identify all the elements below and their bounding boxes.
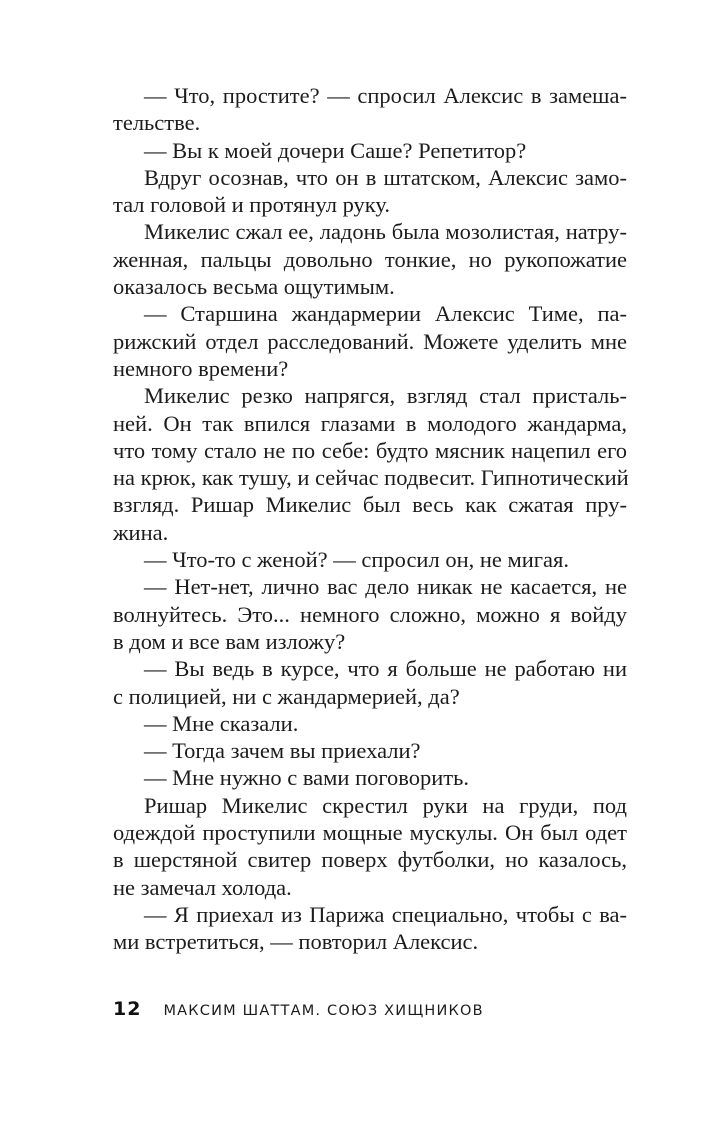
text-line: в дом и все вам изложу? <box>113 628 346 654</box>
text-line: с полицией, ни с жандармерией, да? <box>113 683 460 709</box>
text-line: одеждой проступили мощные мускулы. Он был одет <box>113 820 627 846</box>
text-line: ней. Он так впился глазами в молодого жандарма, <box>113 410 627 436</box>
text-line: — Что-то с женой? — спросил он, не мигая. <box>144 547 569 573</box>
text-line: — Вы к моей дочери Саше? Репетитор? <box>144 137 527 163</box>
text-line: Вдруг осознав, что он в штатском, Алексис замо- <box>144 164 627 190</box>
text-line: — Нет-нет, лично вас дело никак не касается, не <box>144 574 627 600</box>
text-line: — Старшина жандармерии Алексис Тиме, па- <box>144 301 627 327</box>
page-footer <box>113 998 484 1024</box>
text-line: — Вы ведь в курсе, что я больше не работаю ни <box>144 656 627 682</box>
text-line: что тому стало не по себе: будто мясник нацепил его <box>113 437 627 463</box>
text-line: тал головой и протянул руку. <box>113 192 391 218</box>
text-line: волнуйтесь. Это... немного сложно, можно я войду <box>113 601 627 627</box>
page-number: 12 <box>113 998 142 1020</box>
text-line: оказалось весьма ощутимым. <box>113 274 395 300</box>
text-line: не замечал холода. <box>113 874 292 900</box>
text-line: — Я приехал из Парижа специально, чтобы с ва- <box>144 901 627 927</box>
text-line: тельстве. <box>113 110 201 136</box>
text-line: женная, пальцы довольно тонкие, но рукопожатие <box>113 246 627 272</box>
body-text <box>113 82 627 956</box>
text-line: — Мне нужно с вами поговорить. <box>144 765 470 791</box>
running-title: МАКСИМ ШАТТАМ. СОЮЗ ХИЩНИКОВ <box>163 1003 484 1019</box>
text-line: Микелис резко напрягся, взгляд стал присталь- <box>144 383 627 409</box>
text-line: ми встретиться, — повторил Алексис. <box>113 929 479 955</box>
text-line: Ришар Микелис скрестил руки на груди, под <box>144 792 627 818</box>
text-line: на крюк, как тушу, и сейчас подвесит. Гипнотический <box>113 465 629 491</box>
text-line: — Тогда зачем вы приехали? <box>144 738 421 764</box>
text-line: в шерстяной свитер поверх футболки, но казалось, <box>113 847 627 873</box>
text-line: рижский отдел расследований. Можете уделить мне <box>113 328 627 354</box>
text-line: — Мне сказали. <box>144 710 299 736</box>
text-line: жина. <box>113 519 169 545</box>
text-line: взгляд. Ришар Микелис был весь как сжатая пру- <box>113 492 627 518</box>
text-line: немного времени? <box>113 355 289 381</box>
text-line: — Что, простите? — спросил Алексис в замеша- <box>144 83 627 108</box>
text-line: Микелис сжал ее, ладонь была мозолистая, натру- <box>144 219 627 245</box>
